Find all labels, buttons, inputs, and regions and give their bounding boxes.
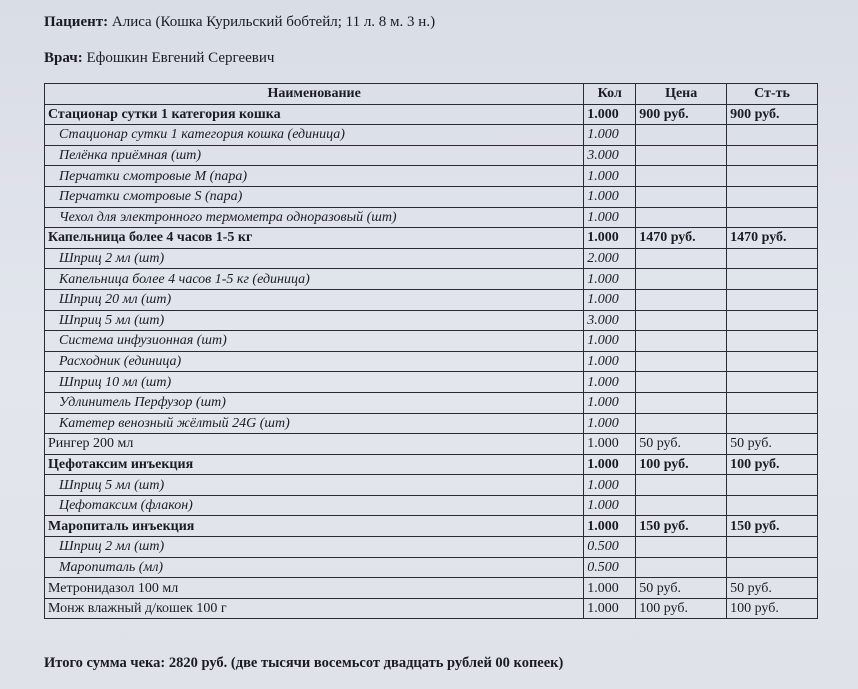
table-row (45, 331, 818, 352)
cell-sum: 50 руб. (727, 434, 818, 455)
cell-name: Метронидазол 100 мл (45, 578, 584, 599)
table-row (45, 207, 818, 228)
cell-qty: 1.000 (584, 289, 636, 310)
cell-sum (727, 145, 818, 166)
cell-name: Шприц 2 мл (шт) (45, 537, 584, 558)
cell-price: 900 руб. (636, 104, 727, 125)
cell-sum (727, 166, 818, 187)
cell-qty: 1.000 (584, 578, 636, 599)
cell-price (636, 413, 727, 434)
cell-name: Рингер 200 мл (45, 434, 584, 455)
cell-qty: 1.000 (584, 413, 636, 434)
cell-name: Удлинитель Перфузор (шт) (45, 392, 584, 413)
cell-qty: 1.000 (584, 207, 636, 228)
cell-name: Стационар сутки 1 категория кошка (45, 104, 584, 125)
table-row (45, 578, 818, 599)
patient-value: Алиса (Кошка Курильский бобтейл; 11 л. 8 м. 3 н.) (111, 14, 436, 30)
table-row (45, 269, 818, 290)
table-row (45, 537, 818, 558)
cell-name: Стационар сутки 1 категория кошка (единица) (45, 125, 584, 146)
cell-sum (727, 557, 818, 578)
cell-qty: 0.500 (584, 537, 636, 558)
cell-sum (727, 269, 818, 290)
cell-qty: 1.000 (584, 495, 636, 516)
cell-price (636, 269, 727, 290)
cell-sum: 50 руб. (727, 578, 818, 599)
cell-name: Монж влажный д/кошек 100 г (45, 598, 584, 619)
cell-name: Расходник (единица) (45, 351, 584, 372)
cell-price (636, 289, 727, 310)
cell-sum (727, 207, 818, 228)
table-row (45, 289, 818, 310)
cell-price (636, 537, 727, 558)
cell-sum: 150 руб. (727, 516, 818, 537)
cell-name: Капельница более 4 часов 1-5 кг (единица) (45, 269, 584, 290)
table-row (45, 310, 818, 331)
cell-price (636, 331, 727, 352)
cell-name: Шприц 5 мл (шт) (45, 310, 584, 331)
cell-qty: 1.000 (584, 392, 636, 413)
table-row (45, 434, 818, 455)
cell-qty: 3.000 (584, 145, 636, 166)
cell-price (636, 207, 727, 228)
cell-name: Цефотаксим инъекция (45, 454, 584, 475)
table-row (45, 228, 818, 249)
doctor-value: Ефошкин Евгений Сергеевич (86, 50, 275, 66)
cell-qty: 1.000 (584, 104, 636, 125)
cell-name: Шприц 2 мл (шт) (45, 248, 584, 269)
cell-price (636, 372, 727, 393)
cell-qty: 1.000 (584, 166, 636, 187)
cell-name: Цефотаксим (флакон) (45, 495, 584, 516)
cell-sum (727, 331, 818, 352)
table-row (45, 104, 818, 125)
cell-name: Пелёнка приёмная (шт) (45, 145, 584, 166)
cell-price (636, 166, 727, 187)
cell-qty: 1.000 (584, 372, 636, 393)
cell-sum (727, 351, 818, 372)
table-row (45, 413, 818, 434)
cell-price (636, 145, 727, 166)
cell-name: Капельница более 4 часов 1-5 кг (45, 228, 584, 249)
cell-qty: 1.000 (584, 351, 636, 372)
table-row (45, 516, 818, 537)
cell-price: 50 руб. (636, 578, 727, 599)
cell-sum (727, 372, 818, 393)
cell-sum (727, 537, 818, 558)
cell-price (636, 557, 727, 578)
cell-name: Перчатки смотровые М (пара) (45, 166, 584, 187)
column-header-name: Наименование (45, 84, 584, 105)
column-header-qty: Кол (584, 84, 636, 105)
cell-price: 100 руб. (636, 454, 727, 475)
cell-qty: 1.000 (584, 186, 636, 207)
cell-sum: 900 руб. (727, 104, 818, 125)
patient-label: Пациент: (44, 14, 109, 30)
cell-qty: 1.000 (584, 516, 636, 537)
cell-qty: 1.000 (584, 125, 636, 146)
table-row (45, 372, 818, 393)
cell-qty: 1.000 (584, 331, 636, 352)
doctor-line (44, 50, 274, 67)
table-row (45, 557, 818, 578)
cell-price: 1470 руб. (636, 228, 727, 249)
cell-name: Шприц 20 мл (шт) (45, 289, 584, 310)
cell-name: Шприц 10 мл (шт) (45, 372, 584, 393)
cell-name: Шприц 5 мл (шт) (45, 475, 584, 496)
cell-sum (727, 248, 818, 269)
table-row (45, 248, 818, 269)
table-row (45, 475, 818, 496)
patient-line (44, 14, 435, 31)
cell-price (636, 392, 727, 413)
cell-price (636, 351, 727, 372)
cell-qty: 1.000 (584, 454, 636, 475)
table-row (45, 392, 818, 413)
cell-price (636, 310, 727, 331)
cell-qty: 1.000 (584, 434, 636, 455)
cell-qty: 1.000 (584, 269, 636, 290)
cell-qty: 0.500 (584, 557, 636, 578)
cell-sum: 100 руб. (727, 454, 818, 475)
table-header-row (45, 84, 818, 105)
table-row (45, 166, 818, 187)
cell-sum (727, 310, 818, 331)
column-header-price: Цена (636, 84, 727, 105)
table-row (45, 145, 818, 166)
cell-price (636, 248, 727, 269)
cell-price: 150 руб. (636, 516, 727, 537)
column-header-sum: Ст-ть (727, 84, 818, 105)
table-row (45, 186, 818, 207)
table-row (45, 454, 818, 475)
cell-qty: 2.000 (584, 248, 636, 269)
cell-price: 50 руб. (636, 434, 727, 455)
cell-qty: 1.000 (584, 475, 636, 496)
cell-price (636, 475, 727, 496)
cell-sum (727, 289, 818, 310)
cell-price (636, 125, 727, 146)
cell-name: Система инфузионная (шт) (45, 331, 584, 352)
doctor-label: Врач: (44, 50, 83, 66)
cell-qty: 3.000 (584, 310, 636, 331)
table-row (45, 495, 818, 516)
cell-price (636, 186, 727, 207)
cell-sum (727, 495, 818, 516)
table-row (45, 598, 818, 619)
cell-sum (727, 125, 818, 146)
cell-sum (727, 392, 818, 413)
total-line: Итого сумма чека: 2820 руб. (две тысячи восемьсот двадцать рублей 00 копеек) (44, 655, 564, 671)
cell-name: Маропиталь (мл) (45, 557, 584, 578)
cell-price: 100 руб. (636, 598, 727, 619)
table-body (45, 104, 818, 619)
table-row (45, 125, 818, 146)
cell-price (636, 495, 727, 516)
cell-name: Маропиталь инъекция (45, 516, 584, 537)
cell-sum: 100 руб. (727, 598, 818, 619)
cell-sum (727, 413, 818, 434)
cell-sum (727, 186, 818, 207)
cell-name: Перчатки смотровые S (пара) (45, 186, 584, 207)
table-row (45, 351, 818, 372)
cell-name: Чехол для электронного термометра одноразовый (шт) (45, 207, 584, 228)
cell-sum (727, 475, 818, 496)
cell-qty: 1.000 (584, 228, 636, 249)
cell-qty: 1.000 (584, 598, 636, 619)
cell-name: Катетер венозный жёлтый 24G (шт) (45, 413, 584, 434)
services-table (44, 83, 818, 619)
cell-sum: 1470 руб. (727, 228, 818, 249)
